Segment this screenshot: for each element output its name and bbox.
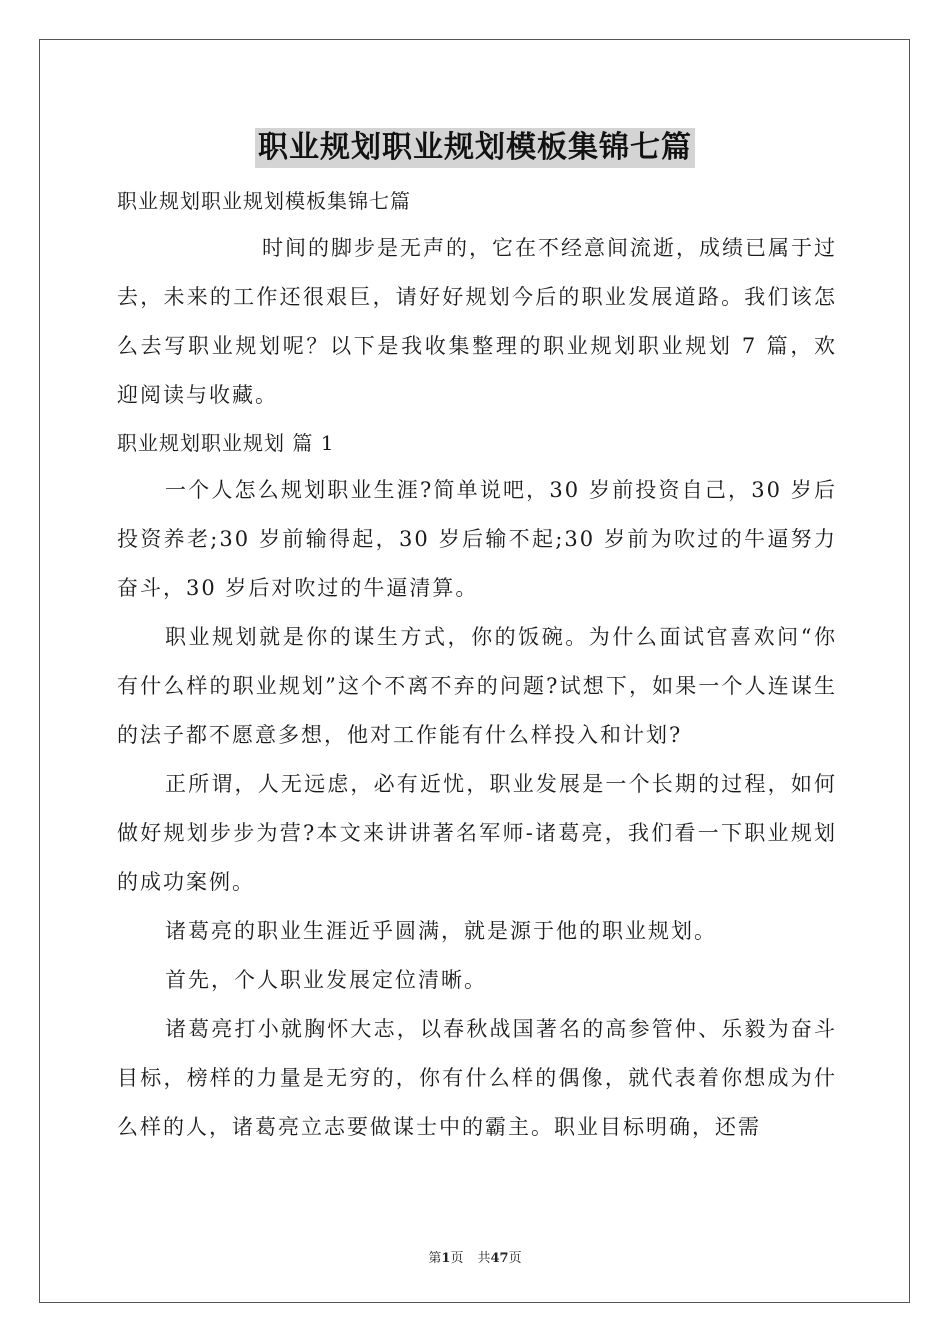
page-footer <box>0 1247 950 1266</box>
title-container <box>0 128 950 168</box>
document-title: 职业规划职业规划模板集锦七篇 <box>255 128 695 168</box>
total-unit: 页 <box>508 1251 522 1266</box>
body-paragraph: 诸葛亮打小就胸怀大志，以春秋战国著名的高参管仲、乐毅为奋斗目标，榜样的力量是无穷的，你有什么样的偶像，就代表着你想成为什么样的人，诸葛亮立志要做谋士中的霸主。职业目标明确，还需 <box>117 1017 837 1139</box>
page-unit: 页 <box>450 1251 464 1266</box>
body-paragraph: 正所谓，人无远虑，必有近忧，职业发展是一个长期的过程，如何做好规划步步为营?本文来讲讲著名军师-诸葛亮，我们看一下职业规划的成功案例。 <box>117 772 837 894</box>
document-body <box>117 178 837 1152</box>
document-subtitle: 职业规划职业规划模板集锦七篇 <box>117 189 411 213</box>
total-label: 共 <box>477 1251 491 1266</box>
body-paragraph: 首先，个人职业发展定位清晰。 <box>165 968 487 992</box>
body-paragraph: 职业规划就是你的谋生方式，你的饭碗。为什么面试官喜欢问“你有什么样的职业规划”这个不离不弃的问题?试想下，如果一个人连谋生的法子都不愿意多想，他对工作能有什么样投入和计划? <box>117 625 837 747</box>
intro-paragraph: 时间的脚步是无声的，它在不经意间流逝，成绩已属于过去，未来的工作还很艰巨，请好好规划今后的职业发展道路。我们该怎么去写职业规划呢？以下是我收集整理的职业规划职业规划 7 篇，欢迎阅读与收藏。 <box>117 236 837 407</box>
section-heading: 职业规划职业规划 篇 1 <box>117 431 335 455</box>
body-paragraph: 一个人怎么规划职业生涯?简单说吧，30 岁前投资自己，30 岁后投资养老;30 岁前输得起，30 岁后输不起;30 岁前为吹过的牛逼努力奋斗，30 岁后对吹过的牛逼清算。 <box>117 478 837 600</box>
total-pages: 47 <box>490 1251 509 1266</box>
page-label: 第 <box>428 1251 442 1266</box>
body-paragraph: 诸葛亮的职业生涯近乎圆满，就是源于他的职业规划。 <box>165 919 717 943</box>
page-number: 1 <box>441 1251 451 1266</box>
